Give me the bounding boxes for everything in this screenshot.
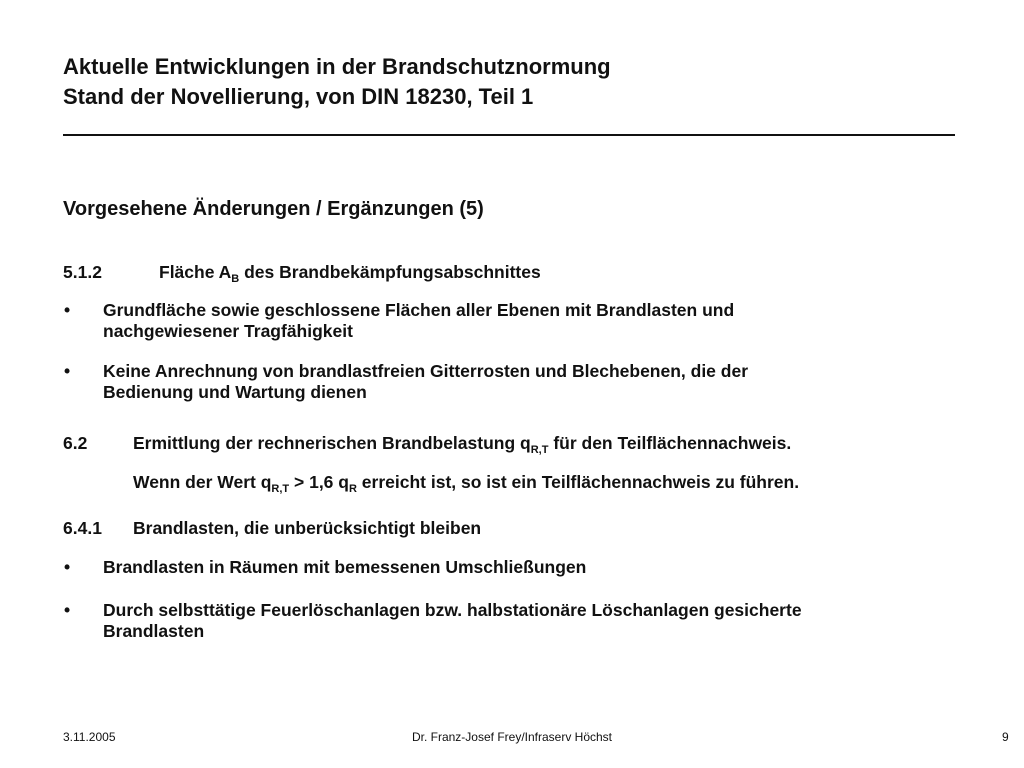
bullet-line: Keine Anrechnung von brandlastfreien Gitterrosten und Blechebenen, die der bbox=[103, 361, 749, 381]
section-number: 6.4.1 bbox=[63, 518, 102, 538]
bullet-line: Brandlasten bbox=[103, 621, 205, 641]
footer-page-number: 9 bbox=[1002, 730, 1009, 744]
footer-author: Dr. Franz-Josef Frey/Infraserv Höchst bbox=[411, 730, 613, 744]
header-title-line-1: Aktuelle Entwicklungen in der Brandschutznormung bbox=[63, 54, 611, 79]
header-title-line-2: Stand der Novellierung, von DIN 18230, Teil 1 bbox=[63, 84, 534, 109]
bullet-icon: • bbox=[64, 600, 71, 620]
section-title: Brandlasten, die unberücksichtigt bleiben bbox=[133, 518, 482, 538]
bullet-line: Bedienung und Wartung dienen bbox=[103, 382, 367, 402]
section-number: 5.1.2 bbox=[63, 262, 102, 282]
footer-date: 3.11.2005 bbox=[63, 730, 116, 744]
header-rule bbox=[63, 134, 955, 136]
section-line: Wenn der Wert $q_{R,T} > 1,6$ $q_R$ erreicht ist, so ist ein Teilflächennachweis zu führen. bbox=[133, 472, 800, 495]
bullet-line: Durch selbsttätige Feuerlöschanlagen bzw. halbstationäre Löschanlagen gesicherte bbox=[103, 600, 802, 620]
bullet-line: Grundfläche sowie geschlossene Flächen aller Ebenen mit Brandlasten und bbox=[103, 300, 735, 320]
bullet-line: Brandlasten in Räumen mit bemessenen Umschließungen bbox=[103, 557, 587, 577]
section-number: 6.2 bbox=[63, 433, 88, 453]
bullet-icon: • bbox=[64, 300, 71, 320]
slide-subtitle: Vorgesehene Änderungen / Ergänzungen (5) bbox=[63, 198, 484, 220]
bullet-icon: • bbox=[64, 361, 71, 381]
section-line: Ermittlung der rechnerischen Brandbelastung $q_{R,T}$ für den Teilflächennachweis. bbox=[133, 433, 792, 456]
bullet-line: nachgewiesener Tragfähigkeit bbox=[103, 321, 353, 341]
section-title: Fläche $A_B$ des Brandbekämpfungsabschnittes bbox=[159, 262, 541, 285]
bullet-icon: • bbox=[64, 557, 71, 577]
